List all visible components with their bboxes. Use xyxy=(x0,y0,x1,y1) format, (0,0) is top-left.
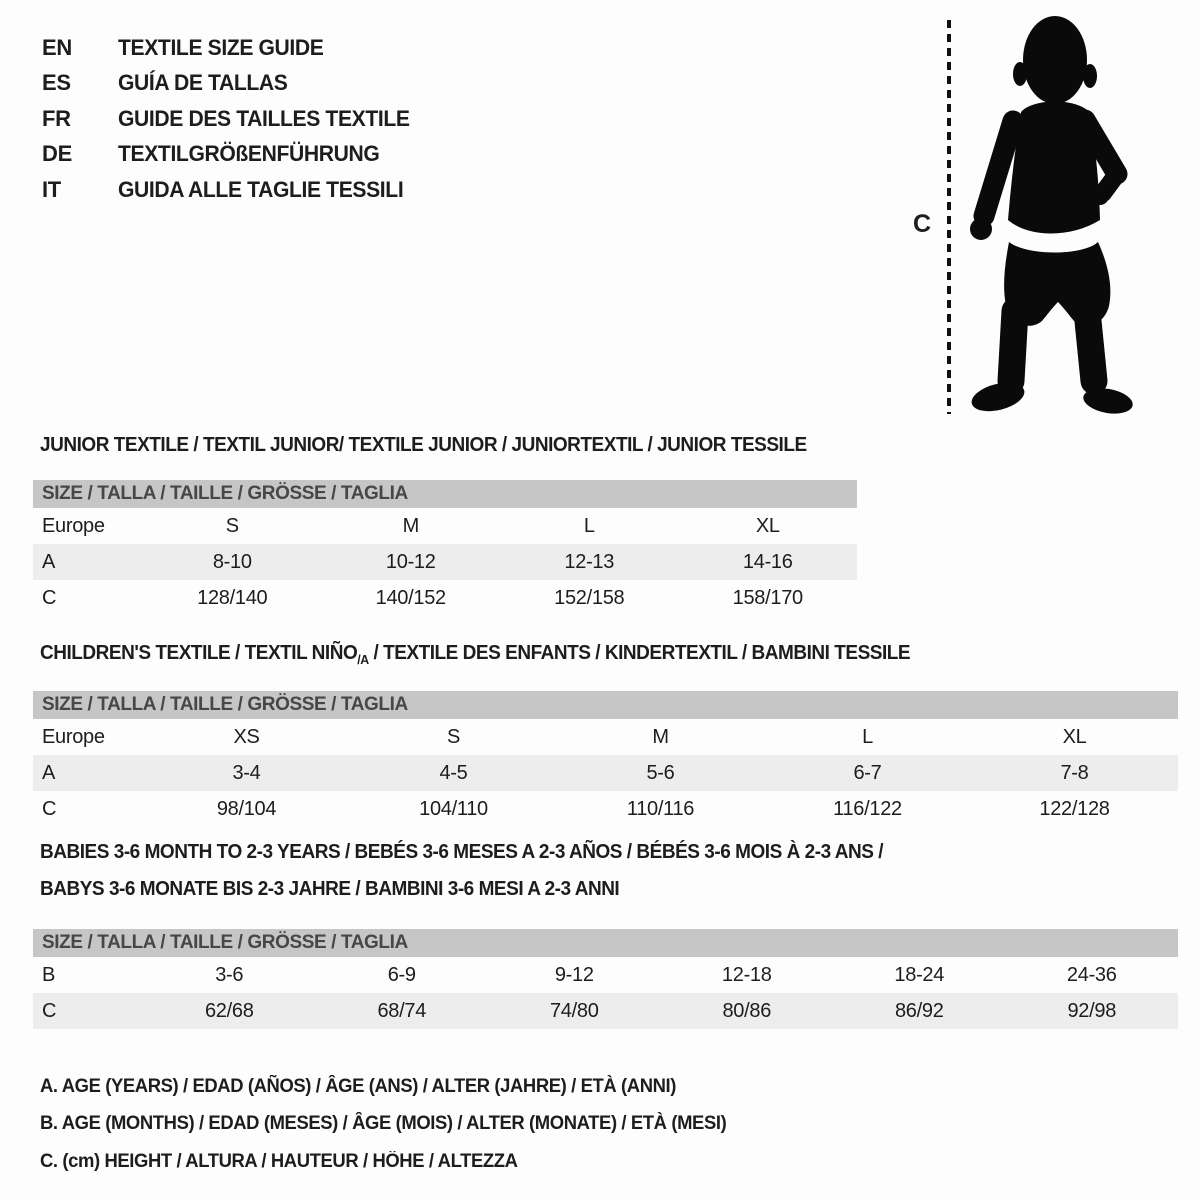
height-cell: 86/92 xyxy=(894,999,944,1022)
table-row-age xyxy=(33,755,1178,791)
age-cell: 5-6 xyxy=(646,761,675,784)
height-cell: 122/128 xyxy=(1039,797,1110,820)
language-code: EN xyxy=(42,34,72,60)
table-size-header: SIZE / TALLA / TAILLE / GRÖSSE / TAGLIA xyxy=(33,929,1178,957)
size-cell: XS xyxy=(233,725,260,748)
table-row-europe xyxy=(33,719,1178,755)
height-dashed-line xyxy=(947,20,951,414)
row-label: C xyxy=(42,586,57,609)
babies-section-title-line2: BABYS 3-6 MONATE BIS 2-3 JAHRE / BAMBINI 3-6 MESI A 2-3 ANNI xyxy=(40,878,620,900)
language-title: GUIDA ALLE TAGLIE TESSILI xyxy=(118,176,404,202)
size-cell: S xyxy=(225,514,239,537)
language-row-en xyxy=(42,30,422,66)
row-label: A xyxy=(42,761,56,784)
row-label: C xyxy=(42,999,57,1022)
table-row-height xyxy=(33,993,1178,1029)
children-title-text: / TEXTILE DES ENFANTS / KINDERTEXTIL / BAMBINI TESSILE xyxy=(368,642,911,664)
footnote-legend xyxy=(40,1068,748,1181)
height-measure-label: C xyxy=(913,210,932,238)
height-cell: 110/116 xyxy=(626,797,695,820)
language-title-list xyxy=(42,30,422,208)
size-cell: L xyxy=(583,514,595,537)
language-code: ES xyxy=(42,70,71,96)
language-code: FR xyxy=(42,105,71,131)
height-cell: 116/122 xyxy=(833,797,902,820)
language-title: TEXTILGRÖßENFÜHRUNG xyxy=(118,141,380,167)
row-label: C xyxy=(42,797,57,820)
children-title-text: CHILDREN'S TEXTILE / TEXTIL NIÑO xyxy=(40,642,358,664)
age-cell: 10-12 xyxy=(385,550,436,573)
age-cell: 9-12 xyxy=(554,963,594,986)
height-cell: 80/86 xyxy=(722,999,772,1022)
footnote-a: A. AGE (YEARS) / EDAD (AÑOS) / ÂGE (ANS) / ALTER (JAHRE) / ETÀ (ANNI) xyxy=(40,1075,677,1097)
size-cell: M xyxy=(652,725,669,748)
row-label: Europe xyxy=(42,725,105,748)
children-size-table xyxy=(33,691,1178,827)
babies-size-table xyxy=(33,929,1178,1029)
age-cell: 18-24 xyxy=(894,963,945,986)
size-cell: XL xyxy=(755,514,780,537)
height-cell: 68/74 xyxy=(377,999,427,1022)
language-title: GUÍA DE TALLAS xyxy=(118,70,288,96)
babies-section-title-line1: BABIES 3-6 MONTH TO 2-3 YEARS / BEBÉS 3-6 MESES A 2-3 AÑOS / BÉBÉS 3-6 MOIS À 2-3 ANS / xyxy=(40,841,884,863)
height-cell: 128/140 xyxy=(197,586,268,609)
table-size-header: SIZE / TALLA / TAILLE / GRÖSSE / TAGLIA xyxy=(33,480,857,508)
age-cell: 24-36 xyxy=(1066,963,1117,986)
age-cell: 7-8 xyxy=(1060,761,1089,784)
age-cell: 12-18 xyxy=(721,963,772,986)
footnote-b: B. AGE (MONTHS) / EDAD (MESES) / ÂGE (MOIS) / ALTER (MONATE) / ETÀ (MESI) xyxy=(40,1113,727,1135)
footnote-c: C. (cm) HEIGHT / ALTURA / HAUTEUR / HÖHE / ALTEZZA xyxy=(40,1150,518,1172)
language-title: GUIDE DES TAILLES TEXTILE xyxy=(118,105,410,131)
age-cell: 12-13 xyxy=(564,550,615,573)
height-cell: 140/152 xyxy=(375,586,446,609)
height-cell: 92/98 xyxy=(1067,999,1117,1022)
height-cell: 152/158 xyxy=(554,586,625,609)
row-label: Europe xyxy=(42,514,105,537)
table-row-age-months xyxy=(33,957,1178,993)
language-row-es xyxy=(42,66,422,102)
children-section-title xyxy=(40,642,910,667)
size-cell: S xyxy=(446,725,461,748)
height-measurement-figure xyxy=(905,14,1157,420)
size-cell: M xyxy=(402,514,419,537)
height-cell: 158/170 xyxy=(732,586,803,609)
age-cell: 6-7 xyxy=(853,761,882,784)
height-cell: 98/104 xyxy=(216,797,277,820)
language-row-it xyxy=(42,172,422,208)
language-row-de xyxy=(42,137,422,173)
language-title: TEXTILE SIZE GUIDE xyxy=(118,34,324,60)
junior-size-table xyxy=(33,480,857,616)
row-label: A xyxy=(42,550,56,573)
age-cell: 3-6 xyxy=(215,963,244,986)
height-cell: 104/110 xyxy=(419,797,488,820)
age-cell: 8-10 xyxy=(212,550,252,573)
table-row-age xyxy=(33,544,857,580)
age-cell: 14-16 xyxy=(742,550,793,573)
language-code: DE xyxy=(42,141,72,167)
language-row-fr xyxy=(42,101,422,137)
age-cell: 3-4 xyxy=(232,761,261,784)
language-code: IT xyxy=(42,176,61,202)
table-row-europe xyxy=(33,508,857,544)
junior-section-title: JUNIOR TEXTILE / TEXTIL JUNIOR/ TEXTILE JUNIOR / JUNIORTEXTIL / JUNIOR TESSILE xyxy=(40,434,807,456)
table-size-header: SIZE / TALLA / TAILLE / GRÖSSE / TAGLIA xyxy=(33,691,1178,719)
age-cell: 6-9 xyxy=(387,963,416,986)
size-cell: XL xyxy=(1062,725,1087,748)
size-cell: L xyxy=(862,725,873,748)
children-title-sub: /A xyxy=(357,652,369,667)
table-row-height xyxy=(33,580,857,616)
toddler-silhouette-icon xyxy=(965,16,1137,416)
row-label: B xyxy=(42,963,56,986)
table-row-height xyxy=(33,791,1178,827)
height-cell: 62/68 xyxy=(204,999,254,1022)
age-cell: 4-5 xyxy=(439,761,468,784)
height-cell: 74/80 xyxy=(549,999,599,1022)
